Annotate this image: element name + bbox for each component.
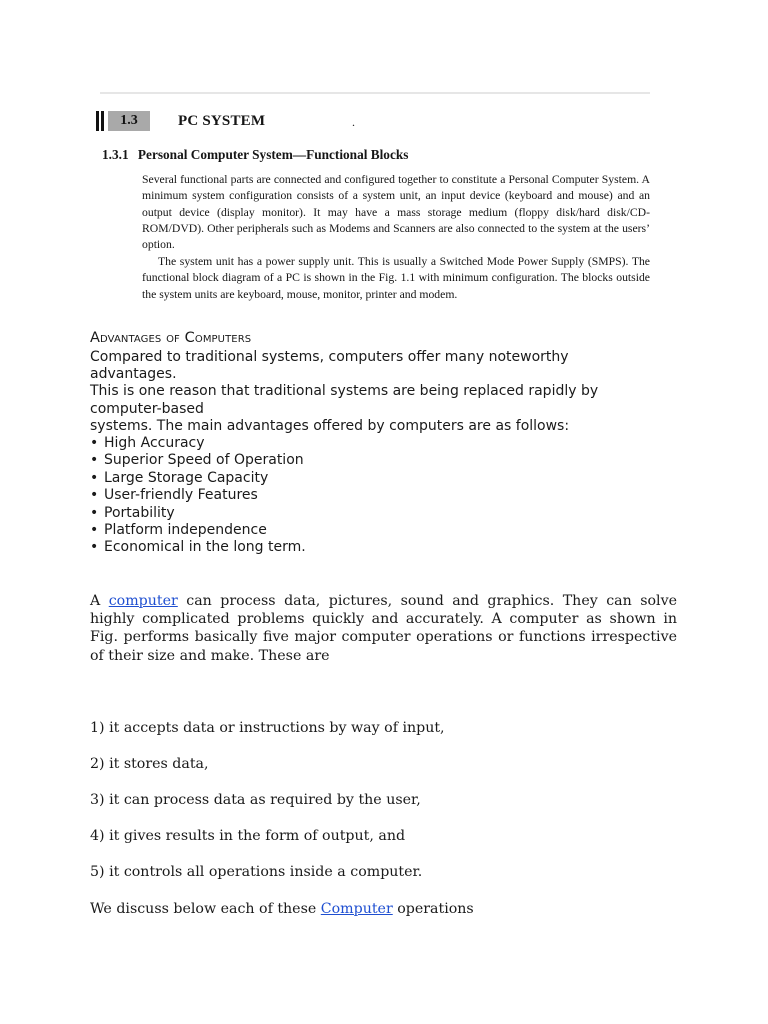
para-prefix: A (90, 593, 109, 609)
computer-operations-link[interactable]: Computer (320, 901, 393, 917)
section-bars-icon (96, 111, 105, 131)
closing-sentence (90, 900, 474, 918)
operation-item: 4) it gives results in the form of output, and (90, 828, 406, 844)
operation-item: 1) it accepts data or instructions by way of input, (90, 720, 445, 736)
section-title: PC SYSTEM (178, 113, 266, 129)
advantages-heading: Advantages of Computers (90, 330, 252, 346)
subsection-number: 1.3.1 (102, 147, 129, 162)
advantages-list (90, 435, 306, 557)
operation-item: 2) it stores data, (90, 756, 209, 772)
stray-mark: . (352, 115, 355, 129)
scanned-excerpt (94, 92, 654, 322)
operation-item: 3) it can process data as required by the user, (90, 792, 421, 808)
intro-line-3: systems. The main advantages offered by computers are as follows: (90, 417, 570, 434)
closing-suffix: operations (392, 901, 474, 917)
list-item: • User-friendly Features (90, 487, 306, 504)
computer-functions-paragraph (90, 592, 677, 665)
section-header (94, 109, 654, 133)
intro-line-1: Compared to traditional systems, computers offer many noteworthy advantages. (90, 349, 569, 383)
list-item: • Platform independence (90, 522, 306, 539)
advantages-intro (90, 349, 650, 435)
scan-paragraph-2: The system unit has a power supply unit. This is usually a Switched Mode Power Supply (SMPS). The functional block diagram of a PC is shown in the Fig. 1.1 with minimum configuration. The blocks outside the system units are keyboard, mouse, monitor, printer and modem. (142, 255, 650, 301)
list-item: • Superior Speed of Operation (90, 452, 306, 469)
scan-paragraph-1: Several functional parts are connected and configured together to constitute a Personal Computer System. A minimum system configuration consists of a system unit, an input device (keyboard and mouse) and an output device (display monitor). It may have a mass storage medium (floppy disk/hard disk/CD-ROM/DVD). Other peripherals such as Modems and Scanners are also connected to the system at the users’ option. (142, 173, 650, 252)
list-item: • Large Storage Capacity (90, 470, 306, 487)
closing-prefix: We discuss below each of these (90, 901, 321, 917)
section-number: 1.3 (108, 111, 150, 131)
para-rest: can process data, pictures, sound and graphics. They can solve highly complicated problems quickly and accurately. A computer as shown in Fig. performs basically five major computer operations or functions irrespective of their size and make. These are (90, 593, 677, 664)
scan-artifact-line (100, 92, 650, 94)
subsection-title: Personal Computer System—Functional Blocks (137, 147, 409, 162)
intro-line-2: This is one reason that traditional systems are being replaced rapidly by computer-based (90, 383, 599, 417)
list-item: • High Accuracy (90, 435, 306, 452)
subsection-heading (102, 147, 408, 163)
computer-link[interactable]: computer (108, 593, 178, 609)
operation-item: 5) it controls all operations inside a computer. (90, 864, 423, 880)
list-item: • Portability (90, 505, 306, 522)
list-item: • Economical in the long term. (90, 539, 306, 556)
